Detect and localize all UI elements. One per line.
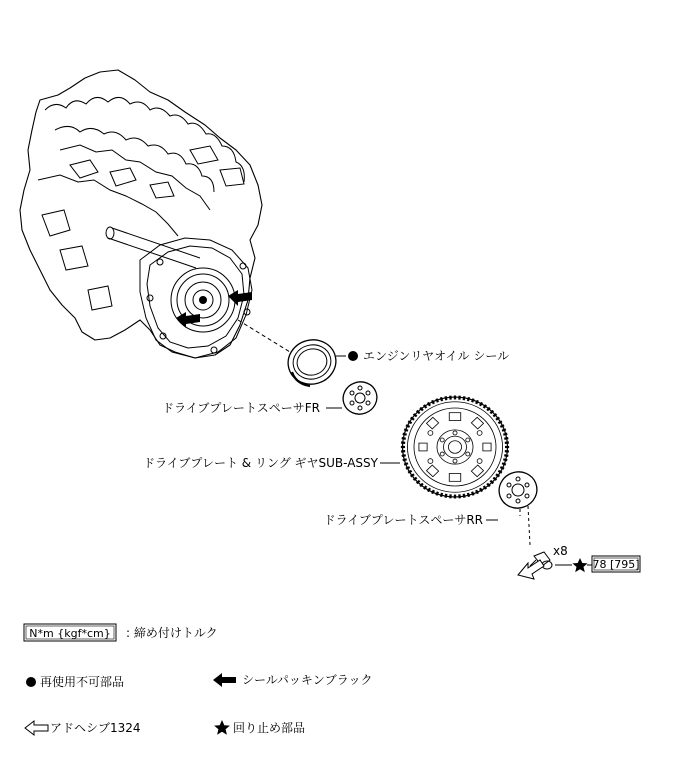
ring-gear-tooth bbox=[449, 494, 452, 498]
spacer-fr-part bbox=[339, 377, 382, 419]
ring-gear-tooth bbox=[454, 495, 456, 499]
seal-packing-legend-icon bbox=[213, 673, 236, 687]
legend bbox=[24, 624, 373, 735]
non-reusable-legend-label: 再使用不可部品 bbox=[40, 675, 125, 689]
ring-gear-tooth bbox=[505, 450, 509, 453]
adhesive-legend-label: アドヘシブ1324 bbox=[50, 721, 141, 735]
adhesive-legend-icon bbox=[25, 721, 48, 735]
non-reusable-legend-icon bbox=[26, 677, 36, 687]
ring-gear-tooth bbox=[505, 441, 509, 444]
ring-gear-tooth bbox=[401, 441, 405, 444]
torque-legend-unit: N*m {kgf*cm} bbox=[29, 627, 111, 640]
seal-packing-legend-label: シールパッキンブラック bbox=[242, 673, 373, 687]
ring-gear-tooth bbox=[458, 494, 461, 498]
ring-gear-tooth bbox=[454, 396, 456, 400]
ring-gear-tooth bbox=[505, 446, 509, 448]
engine-assembly bbox=[20, 70, 262, 358]
torque-legend-desc: : 締め付けトルク bbox=[126, 626, 218, 640]
spacer-fr-label: ドライブプレートスペーサFR bbox=[162, 401, 320, 415]
ring-gear-tooth bbox=[401, 446, 405, 448]
oil-seal-part bbox=[283, 335, 341, 390]
torque-value-label: 78 [795] bbox=[592, 558, 640, 571]
oil-seal-label: エンジンリヤオイル シール bbox=[363, 349, 510, 363]
bolt-count-label: x8 bbox=[553, 544, 568, 558]
ring-gear-tooth bbox=[401, 450, 405, 453]
drive-plate-label: ドライブプレート & リング ギヤSUB-ASSY bbox=[143, 456, 378, 470]
spacer-rr-label: ドライブプレートスペーサRR bbox=[323, 513, 483, 527]
adhesive-arrow-icon bbox=[518, 560, 544, 579]
ring-gear-tooth bbox=[449, 396, 452, 400]
precoated-legend-label: 回り止め部品 bbox=[233, 721, 306, 735]
precoated-star-icon bbox=[572, 558, 587, 572]
precoated-legend-icon bbox=[214, 720, 230, 735]
non-reusable-marker-icon bbox=[348, 351, 358, 361]
drive-plate-part bbox=[401, 396, 509, 499]
ring-gear-tooth bbox=[458, 396, 461, 400]
